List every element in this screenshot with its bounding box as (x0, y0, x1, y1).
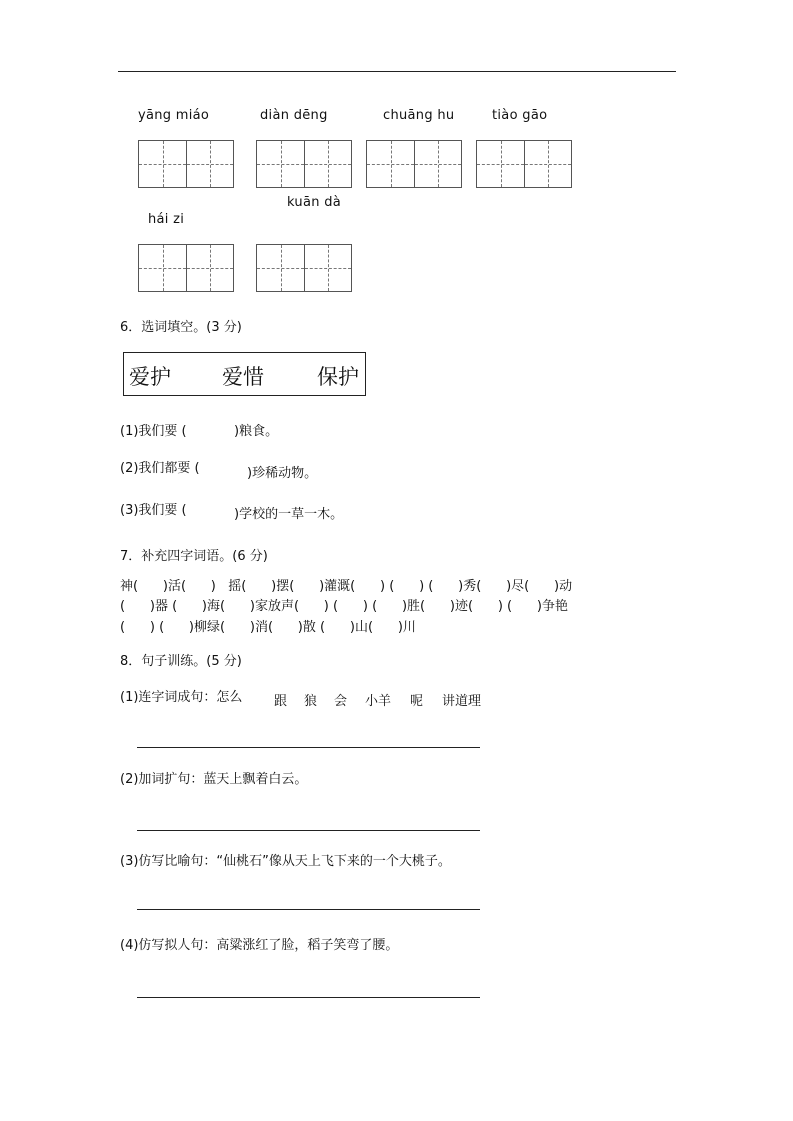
pinyin-yang-miao: yāng miáo (138, 108, 210, 123)
q7-line-2: ( )器 ( )海( )家放声( ) ( ) ( )胜( )迹( ) ( )争艳 (120, 599, 568, 614)
q8-s1-word-4: 小羊 (365, 694, 392, 709)
q8-s1-answer-line[interactable] (137, 747, 480, 748)
q8-s1-word-6: 讲道理 (442, 694, 482, 709)
word-choice-1: 爱护 (129, 365, 171, 389)
q8-s2-answer-line[interactable] (137, 830, 480, 831)
q8-s2: (2)加词扩句：蓝天上飘着白云。 (120, 772, 308, 787)
q8-s1-label: (1)连字词成句：怎么 (120, 690, 243, 705)
q8-s1-word-2: 狼 (304, 694, 318, 709)
pinyin-dian-deng: diàn dēng (260, 108, 328, 123)
q8-s3: (3)仿写比喻句：“仙桃石”像从天上飞下来的一个大桃子。 (120, 854, 451, 869)
header-rule (118, 71, 676, 72)
q6-item-3-prefix: (3)我们要 ( (120, 503, 187, 518)
writing-grid-tiao-gao[interactable] (476, 140, 572, 188)
pinyin-hai-zi: hái zi (148, 212, 185, 227)
pinyin-kuan-da: kuān dà (287, 195, 342, 210)
q6-item-1-prefix: (1)我们要 ( (120, 424, 187, 439)
pinyin-chuang-hu: chuāng hu (383, 108, 455, 123)
q6-title: 6．选词填空。(3 分) (120, 320, 242, 335)
q8-s1-word-3: 会 (334, 694, 348, 709)
word-choice-2: 爱惜 (222, 365, 264, 389)
writing-grid-kuan-da[interactable] (256, 244, 352, 292)
writing-grid-dian-deng[interactable] (256, 140, 352, 188)
q8-s1-word-5: 呢 (410, 694, 424, 709)
q6-item-2-suffix: )珍稀动物。 (247, 466, 318, 481)
pinyin-tiao-gao: tiào gāo (492, 108, 548, 123)
word-choice-3: 保护 (317, 365, 359, 389)
q7-title: 7．补充四字词语。(6 分) (120, 549, 268, 564)
writing-grid-chuang-hu[interactable] (366, 140, 462, 188)
q8-s1-word-1: 跟 (274, 694, 288, 709)
writing-grid-hai-zi[interactable] (138, 244, 234, 292)
q8-s4: (4)仿写拟人句：高粱涨红了脸，稻子笑弯了腰。 (120, 938, 399, 953)
writing-grid-yang-miao[interactable] (138, 140, 234, 188)
q8-s4-answer-line[interactable] (137, 997, 480, 998)
q8-title: 8．句子训练。(5 分) (120, 654, 242, 669)
word-choice-box (123, 352, 366, 396)
q6-item-1-suffix: )粮食。 (234, 424, 279, 439)
q8-s3-answer-line[interactable] (137, 909, 480, 910)
q7-line-3: ( ) ( )柳绿( )消( )散 ( )山( )川 (120, 620, 416, 635)
q6-item-3-suffix: )学校的一草一木。 (234, 507, 344, 522)
q7-line-1: 神( )活( ) 摇( )摆( )灌溉( ) ( ) ( )秀( )尽( )动 (120, 579, 573, 594)
q6-item-2-prefix: (2)我们都要 ( (120, 461, 200, 476)
